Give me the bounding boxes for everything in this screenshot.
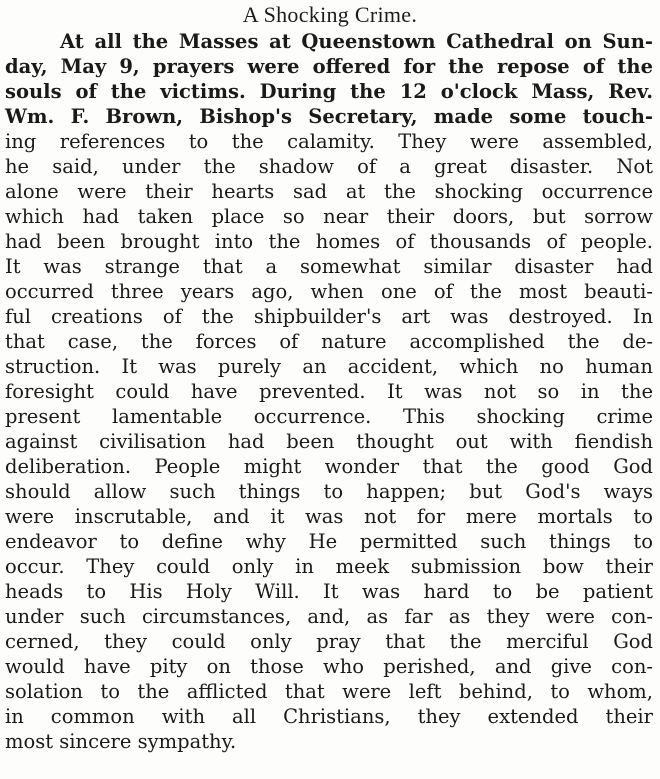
article-line: deliberation. People might wonder that the good God	[5, 455, 653, 478]
article-line: most sincere sympathy.	[5, 730, 237, 753]
article-line: present lamentable occurrence. This shocking crime	[5, 405, 653, 428]
article-line: It was strange that a somewhat similar disaster had	[5, 255, 653, 278]
article-line: in common with all Christians, they extended their	[5, 705, 653, 728]
article-line: he said, under the shadow of a great disaster. Not	[5, 155, 653, 178]
article-line: against civilisation had been thought out with fiendish	[5, 430, 653, 453]
article-line: heads to His Holy Will. It was hard to be patient	[5, 580, 653, 603]
article-line: occur. They could only in meek submission bow their	[5, 555, 653, 578]
article-headline: A Shocking Crime.	[242, 2, 418, 27]
article-line: should allow such things to happen; but God's ways	[5, 480, 653, 503]
article-line: would have pity on those who perished, and give con-	[5, 655, 653, 678]
article-line: At all the Masses at Queenstown Cathedral on Sun-	[60, 30, 653, 53]
article-line: solation to the afflicted that were left behind, to whom,	[5, 680, 653, 703]
article-line: ful creations of the shipbuilder's art was destroyed. In	[5, 305, 653, 328]
article-line: alone were their hearts sad at the shocking occurrence	[5, 180, 653, 203]
article-line: Wm. F. Brown, Bishop's Secretary, made some touch-	[5, 105, 653, 128]
article-line: under such circumstances, and, as far as they were con-	[5, 605, 653, 628]
article-line: struction. It was purely an accident, which no human	[5, 355, 653, 378]
article-line: cerned, they could only pray that the merciful God	[5, 630, 653, 653]
article-line: souls of the victims. During the 12 o'clock Mass, Rev.	[5, 80, 653, 103]
article-line: which had taken place so near their doors, but sorrow	[5, 205, 653, 228]
article-line: had been brought into the homes of thousands of people.	[5, 230, 653, 253]
article-line: ing references to the calamity. They were assembled,	[5, 130, 653, 153]
article-line: that case, the forces of nature accomplished the de-	[5, 330, 653, 353]
article-line: endeavor to define why He permitted such things to	[5, 530, 653, 553]
article-line: were inscrutable, and it was not for mere mortals to	[5, 505, 653, 528]
article-line: foresight could have prevented. It was not so in the	[5, 380, 653, 403]
article-line: occurred three years ago, when one of the most beauti-	[5, 280, 653, 303]
article-line: day, May 9, prayers were offered for the repose of the	[5, 55, 653, 78]
